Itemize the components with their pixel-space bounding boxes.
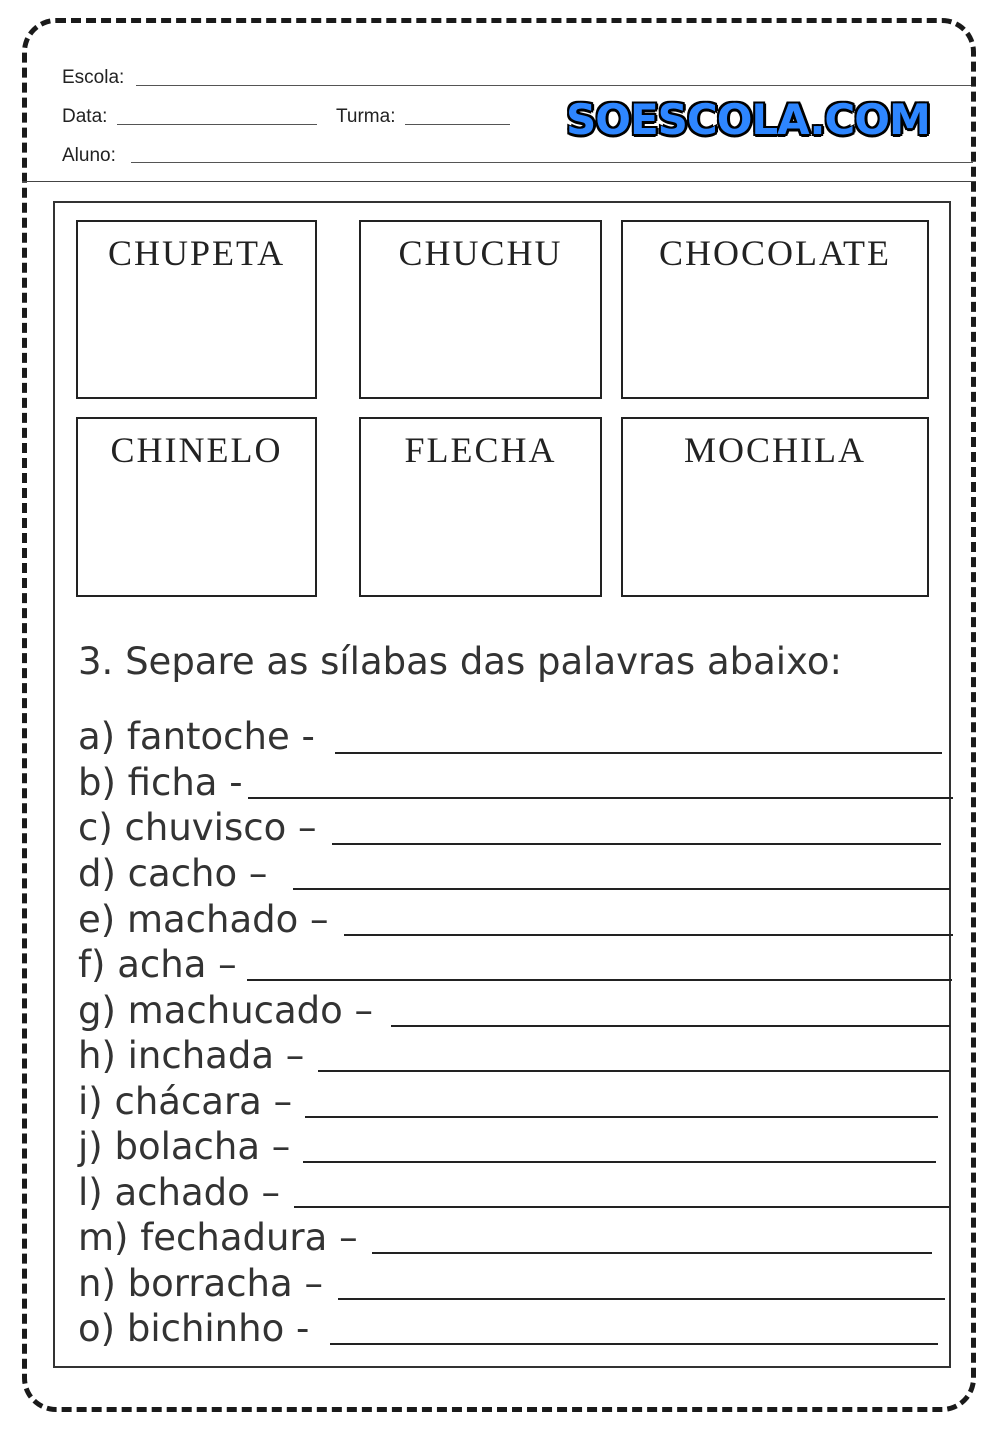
answer-line-l[interactable] bbox=[294, 1206, 949, 1208]
answer-line-j[interactable] bbox=[303, 1161, 936, 1163]
answer-line-a[interactable] bbox=[335, 752, 942, 754]
student-label: Aluno: bbox=[62, 145, 116, 166]
answer-line-n[interactable] bbox=[338, 1298, 945, 1300]
item-b: b) ficha - bbox=[78, 761, 243, 804]
student-line[interactable] bbox=[131, 162, 973, 163]
answer-line-i[interactable] bbox=[305, 1116, 938, 1118]
word-box-chinelo: CHINELO bbox=[76, 417, 317, 597]
item-m: m) fechadura – bbox=[78, 1216, 358, 1259]
word-box-chocolate: CHOCOLATE bbox=[621, 220, 929, 399]
word-box-mochila: MOCHILA bbox=[621, 417, 929, 597]
item-d: d) cacho – bbox=[78, 852, 268, 895]
answer-line-m[interactable] bbox=[372, 1252, 932, 1254]
header-separator bbox=[22, 181, 976, 182]
date-line[interactable] bbox=[117, 124, 317, 125]
school-line[interactable] bbox=[136, 85, 971, 86]
word-box-flecha: FLECHA bbox=[359, 417, 602, 597]
school-label: Escola: bbox=[62, 67, 125, 88]
item-j: j) bolacha – bbox=[78, 1125, 291, 1168]
item-g: g) machucado – bbox=[78, 989, 374, 1032]
answer-line-d[interactable] bbox=[293, 888, 950, 890]
question-title: 3. Separe as sílabas das palavras abaixo: bbox=[78, 640, 842, 683]
item-n: n) borracha – bbox=[78, 1262, 323, 1305]
soescola-logo: SOESCOLA.COM bbox=[566, 95, 930, 144]
item-c: c) chuvisco – bbox=[78, 806, 317, 849]
answer-line-g[interactable] bbox=[391, 1025, 950, 1027]
item-h: h) inchada – bbox=[78, 1034, 305, 1077]
item-e: e) machado – bbox=[78, 898, 329, 941]
item-o: o) bichinho - bbox=[78, 1307, 310, 1350]
answer-line-o[interactable] bbox=[330, 1343, 938, 1345]
item-a: a) fantoche - bbox=[78, 715, 315, 758]
class-label: Turma: bbox=[336, 106, 396, 127]
class-line[interactable] bbox=[405, 124, 510, 125]
date-label: Data: bbox=[62, 106, 108, 127]
item-i: i) chácara – bbox=[78, 1080, 293, 1123]
answer-line-h[interactable] bbox=[318, 1070, 950, 1072]
word-box-chupeta: CHUPETA bbox=[76, 220, 317, 399]
item-f: f) acha – bbox=[78, 943, 237, 986]
item-l: l) achado – bbox=[78, 1171, 281, 1214]
answer-line-f[interactable] bbox=[247, 979, 952, 981]
answer-line-c[interactable] bbox=[332, 843, 941, 845]
answer-line-b[interactable] bbox=[248, 797, 953, 799]
word-box-chuchu: CHUCHU bbox=[359, 220, 602, 399]
answer-line-e[interactable] bbox=[344, 934, 953, 936]
